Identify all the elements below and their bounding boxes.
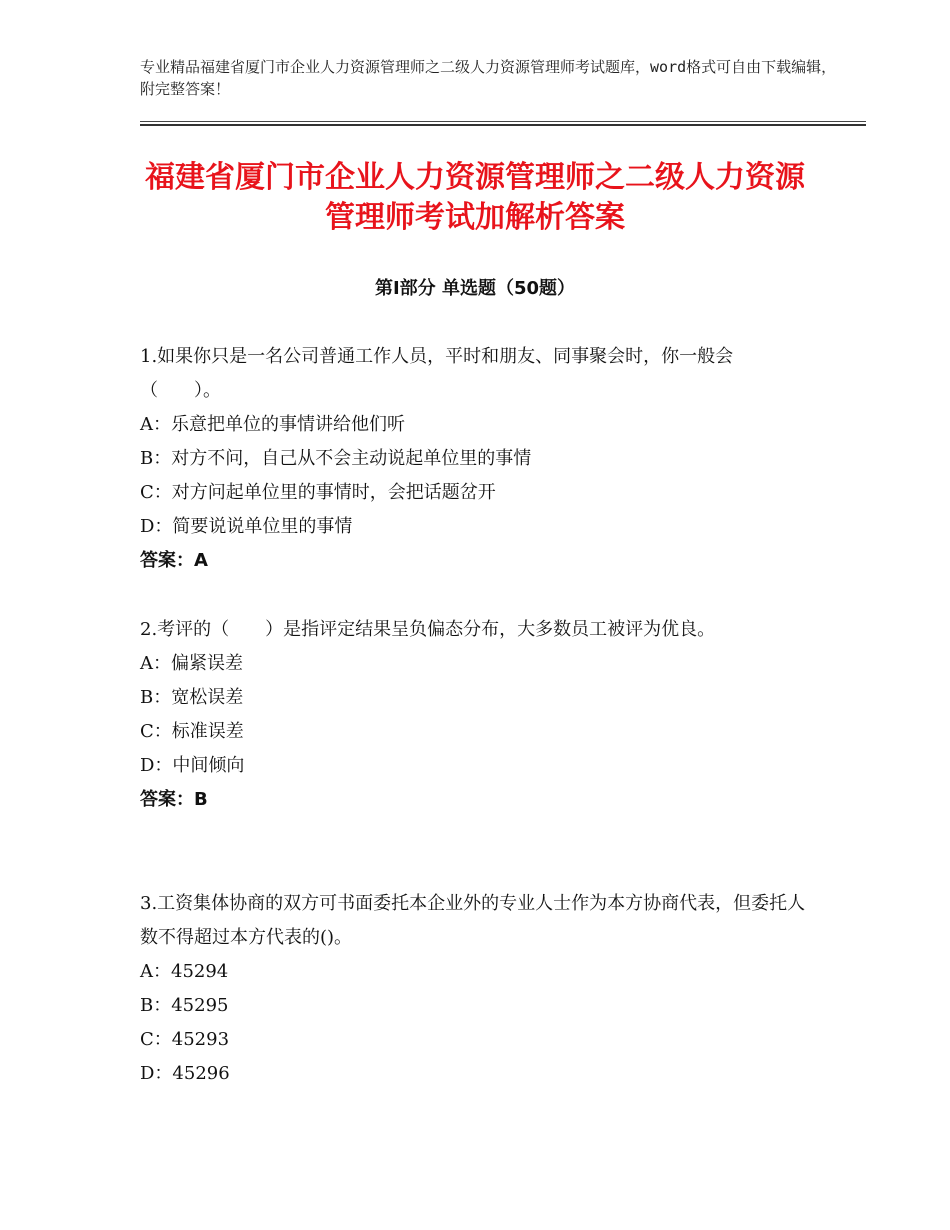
header-note: 专业精品福建省厦门市企业人力资源管理师之二级人力资源管理师考试题库，word格式可自由下载编辑，附完整答案！ (140, 58, 837, 98)
question-stem: 3.工资集体协商的双方可书面委托本企业外的专业人士作为本方协商代表，但委托人数不得超过本方代表的()。 (140, 893, 806, 948)
answer-label: 答案： (140, 789, 194, 810)
option-c: C：45293 (140, 1029, 230, 1050)
answer-line (140, 783, 810, 817)
option-a: A：偏紧误差 (140, 653, 243, 674)
option-d: D：简要说说单位里的事情 (140, 516, 353, 537)
question-1 (140, 340, 810, 578)
question-stem: 1.如果你只是一名公司普通工作人员，平时和朋友、同事聚会时，你一般会（ ）。 (140, 346, 734, 401)
option-d: D：中间倾向 (140, 755, 245, 776)
option-a: A：乐意把单位的事情讲给他们听 (140, 414, 405, 435)
answer-line (140, 544, 810, 578)
option-b: B：宽松误差 (140, 687, 244, 708)
section-title: 第Ⅰ部分 单选题（50题） (374, 278, 575, 299)
header-divider-thick (140, 124, 866, 126)
question-stem: 2.考评的（ ）是指评定结果呈负偏态分布，大多数员工被评为优良。 (140, 619, 716, 640)
option-b: B：对方不问，自己从不会主动说起单位里的事情 (140, 448, 532, 469)
question-2 (140, 613, 810, 817)
option-c: C：对方问起单位里的事情时，会把话题岔开 (140, 482, 496, 503)
option-c: C：标准误差 (140, 721, 244, 742)
answer-label: 答案： (140, 550, 194, 571)
option-d: D：45296 (140, 1063, 230, 1084)
question-3 (140, 887, 810, 1091)
document-title: 福建省厦门市企业人力资源管理师之二级人力资源管理师考试加解析答案 (145, 160, 805, 235)
option-a: A：45294 (140, 961, 229, 982)
answer-value: B (194, 789, 208, 810)
option-b: B：45295 (140, 995, 229, 1016)
answer-value: A (194, 550, 208, 571)
header-divider-thin (140, 121, 866, 122)
